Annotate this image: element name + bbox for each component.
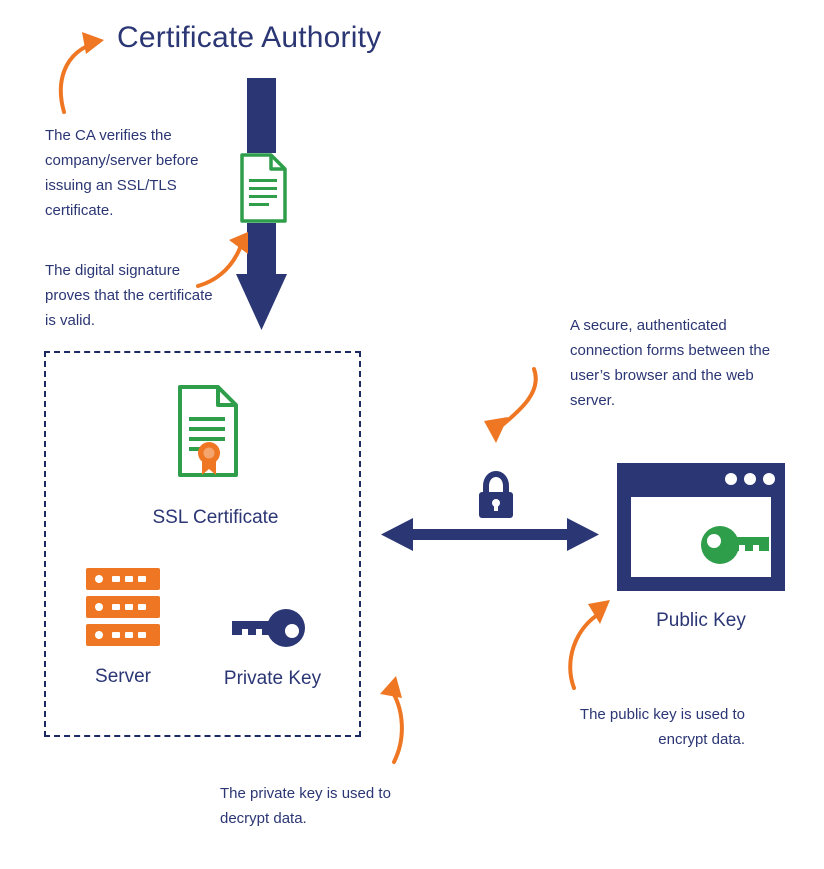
note-private-key-decrypt: The private key is used to decrypt data.: [220, 785, 391, 827]
private-key-icon: [228, 609, 312, 659]
private-key-label: Private Key: [223, 668, 322, 689]
server-stack-icon: [86, 568, 160, 650]
server-label: Server: [95, 666, 151, 687]
note-ca-verify: The CA verifies the company/server before issuing an SSL/TLS certificate.: [45, 127, 199, 219]
arrow-public-key: [562, 592, 622, 690]
arrow-secure-connection: [478, 365, 546, 451]
note-digital-signature: The digital signature proves that the certificate is valid.: [45, 262, 213, 329]
certificate-document-icon: [240, 153, 287, 223]
ssl-certificate-seal-icon: [178, 385, 240, 477]
arrow-private-key: [376, 672, 420, 764]
padlock-icon: [476, 472, 516, 520]
note-secure-connection: A secure, authenticated connection forms between the user’s browser and the web server.: [570, 317, 771, 409]
browser-window-icon: [617, 463, 785, 591]
double-headed-arrow: [381, 518, 599, 552]
ssl-certificate-label: SSL Certificate: [152, 507, 279, 528]
note-public-key-encrypt: The public key is used to encrypt data.: [579, 706, 745, 748]
arrow-to-title: [52, 24, 116, 114]
page-title: Certificate Authority: [117, 21, 382, 54]
public-key-label: Public Key: [656, 610, 746, 631]
